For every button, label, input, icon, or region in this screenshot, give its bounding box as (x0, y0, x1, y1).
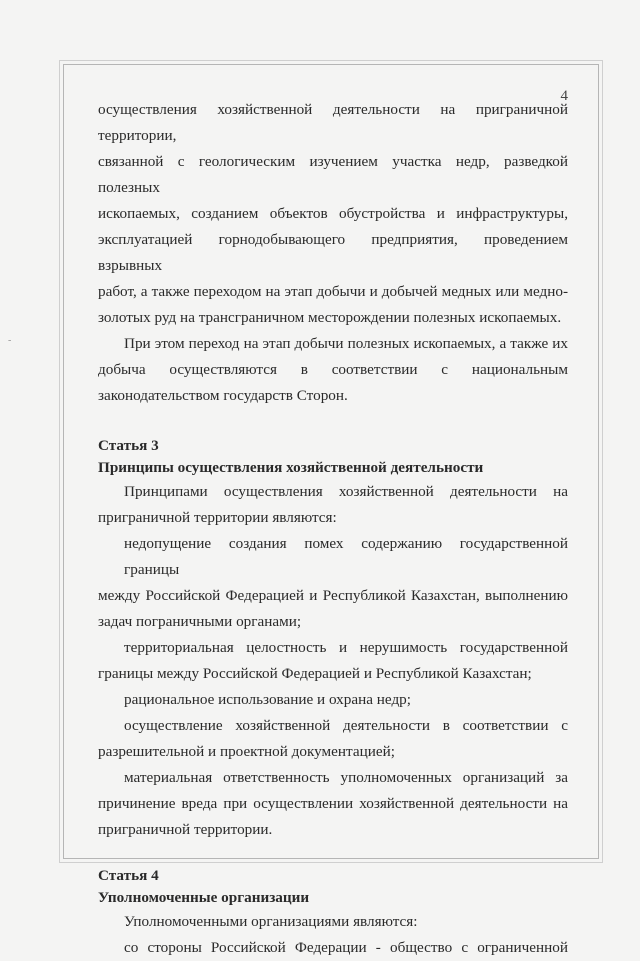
document-body (98, 97, 568, 961)
text-line: При этом переход на этап добычи полезных ископаемых, а также их (124, 335, 568, 352)
text-line: со стороны Российской Федерации - общество с ограниченной (124, 939, 568, 956)
intro-paragraph-1 (98, 97, 568, 331)
margin-mark: - (8, 335, 12, 346)
text-line: законодательством государств Сторон. (98, 387, 348, 404)
article-3-paragraph (98, 479, 568, 531)
article-4-number: Статья 4 (98, 867, 159, 884)
text-line: осуществления хозяйственной деятельности на приграничной территории, (98, 101, 568, 144)
text-line: ископаемых, созданием объектов обустройства и инфраструктуры, (98, 205, 568, 222)
article-3-paragraph (98, 635, 568, 687)
article-4-paragraph (98, 909, 568, 935)
text-line: приграничной территории являются: (98, 509, 337, 526)
article-3-number: Статья 3 (98, 437, 159, 454)
article-3-paragraph (98, 531, 568, 635)
text-line: между Российской Федерацией и Республикой Казахстан, выполнению (98, 587, 568, 604)
article-4-title: Уполномоченные организации (98, 889, 310, 906)
text-line: задач пограничными органами; (98, 613, 302, 630)
text-line: недопущение создания помех содержанию государственной границы (124, 535, 568, 578)
text-line: материальная ответственность уполномоченных организаций за (124, 769, 568, 786)
text-line: рациональное использование и охрана недр; (124, 691, 411, 708)
text-line: причинение вреда при осуществлении хозяйственной деятельности на (98, 795, 568, 812)
text-line: связанной с геологическим изучением участка недр, разведкой полезных (98, 153, 568, 196)
text-line: Принципами осуществления хозяйственной деятельности на (124, 483, 568, 500)
text-line: золотых руд на трансграничном месторождении полезных ископаемых. (98, 309, 562, 326)
text-line: эксплуатацией горнодобывающего предприятия, проведением взрывных (98, 231, 568, 274)
intro-paragraph-2 (98, 331, 568, 409)
text-line: добыча осуществляются в соответствии с национальным (98, 361, 568, 378)
text-line: работ, а также переходом на этап добычи и добычей медных или медно- (98, 283, 568, 300)
text-line: разрешительной и проектной документацией; (98, 743, 395, 760)
text-line: территориальная целостность и нерушимость государственной (124, 639, 568, 656)
article-3-title: Принципы осуществления хозяйственной деятельности (98, 459, 484, 476)
page-number: 4 (560, 88, 568, 104)
article-3-paragraph (98, 765, 568, 843)
text-line: Уполномоченными организациями являются: (124, 913, 418, 930)
article-4-paragraph (98, 935, 568, 961)
article-3-paragraph (98, 713, 568, 765)
text-line: осуществление хозяйственной деятельности в соответствии с (124, 717, 568, 734)
text-line: приграничной территории. (98, 821, 273, 838)
article-3-paragraph (98, 687, 568, 713)
text-line: границы между Российской Федерацией и Республикой Казахстан; (98, 665, 532, 682)
